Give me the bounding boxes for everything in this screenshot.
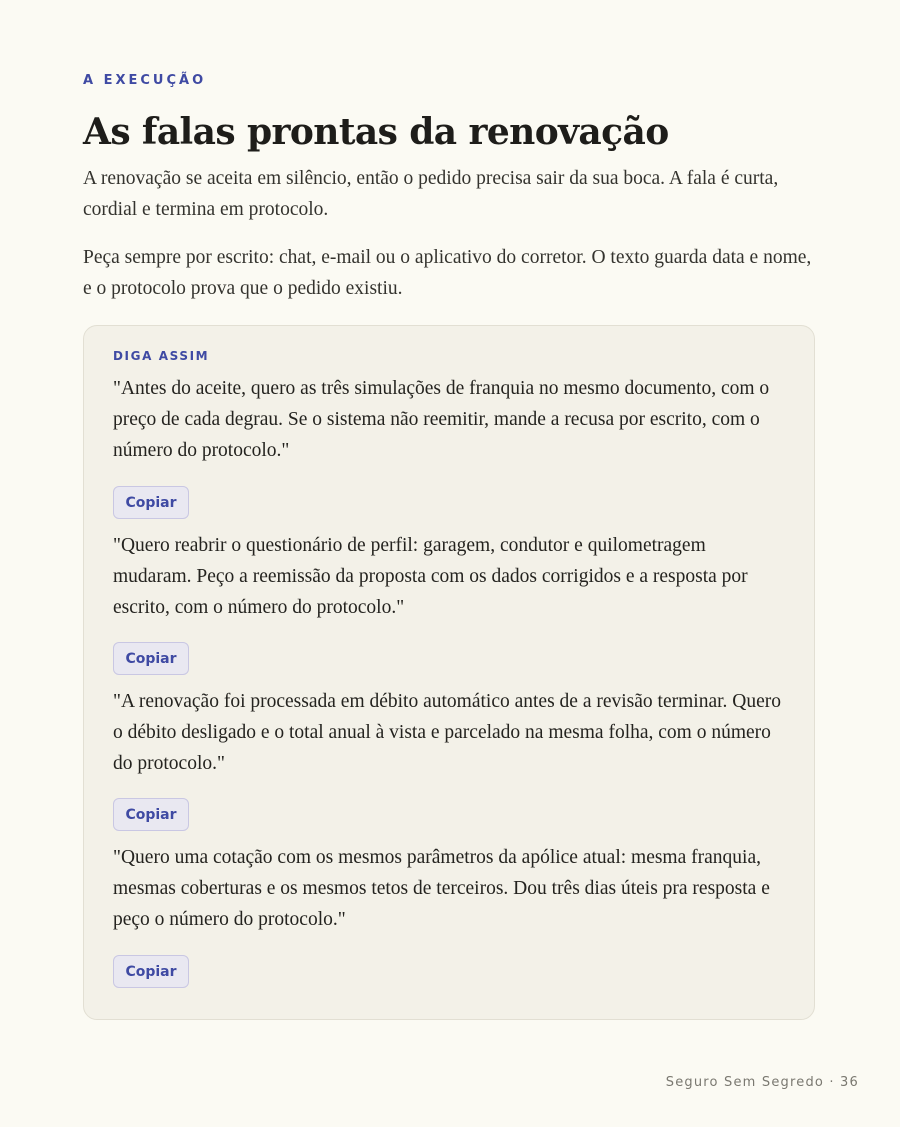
script-card (83, 325, 815, 1020)
card-label: DIGA ASSIM (113, 349, 210, 363)
section-eyebrow: A EXECUÇÃO (83, 73, 207, 88)
script-quote-3: "A renovação foi processada em débito automático antes de a revisão terminar. Quero o débito desligado e o total anual à vista e parcelado na mesma folha, com o número do protocolo." (113, 691, 781, 774)
script-quote-4: "Quero uma cotação com os mesmos parâmetros da apólice atual: mesma franquia, mesmas coberturas e os mesmos tetos de terceiros. Dou três dias úteis pra resposta e peço o número do protocolo." (113, 847, 770, 930)
instruction-paragraph: Peça sempre por escrito: chat, e-mail ou o aplicativo do corretor. O texto guarda data e nome, e o protocolo prova que o pedido existiu. (83, 247, 812, 299)
intro-paragraph: A renovação se aceita em silêncio, então o pedido precisa sair da sua boca. A fala é curta, cordial e termina em protocolo. (83, 168, 779, 220)
copy-button-1[interactable]: Copiar (113, 486, 189, 519)
page-title: As falas prontas da renovação (83, 111, 669, 153)
copy-button-2[interactable]: Copiar (113, 642, 189, 675)
copy-button-3[interactable]: Copiar (113, 798, 189, 831)
copy-button-4[interactable]: Copiar (113, 955, 189, 988)
script-quote-1: "Antes do aceite, quero as três simulações de franquia no mesmo documento, com o preço de cada degrau. Se o sistema não reemitir, mande a recusa por escrito, com o número do protocolo." (113, 378, 770, 461)
script-quote-2: "Quero reabrir o questionário de perfil: garagem, condutor e quilometragem mudaram. Peço a reemissão da proposta com os dados corrigidos e a resposta por escrito, com o número do protocolo." (113, 535, 748, 618)
page-footer: Seguro Sem Segredo · 36 (665, 1075, 859, 1090)
